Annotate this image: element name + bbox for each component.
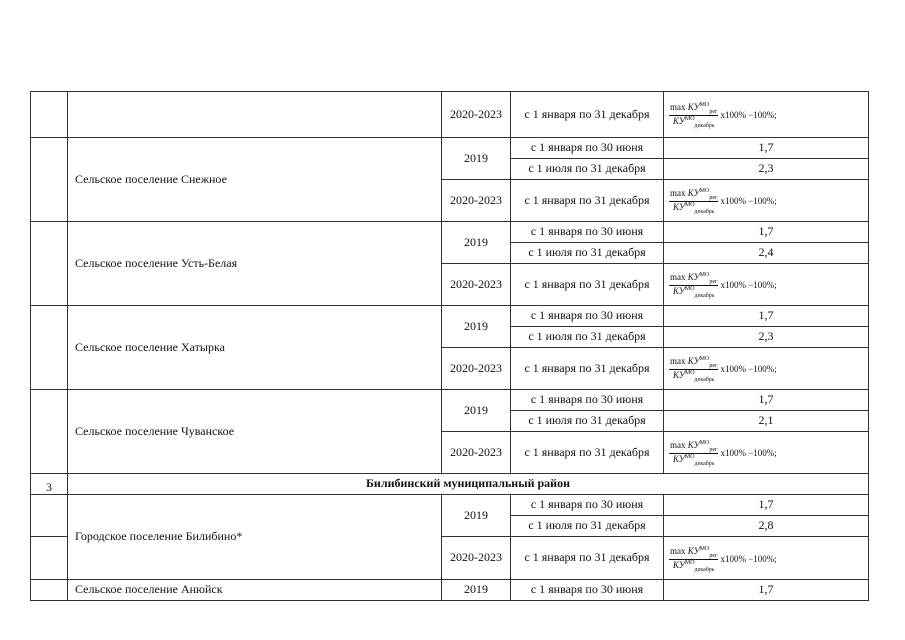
number-cell <box>31 495 68 537</box>
period-cell: с 1 января по 31 декабря <box>511 180 664 222</box>
formula: $\frac{\max КУ^{МО}_{рег}}{КУ^{МО}_{декабрь}}$ x100% −100%; <box>670 440 777 467</box>
formula: $\frac{\max КУ^{МО}_{рег}}{КУ^{МО}_{декабрь}}$ x100% −100%; <box>670 356 777 383</box>
formula: $\frac{\max КУ^{МО}_{рег}}{КУ^{МО}_{декабрь}}$ x100% −100%; <box>670 102 777 129</box>
formula-cell <box>664 264 869 306</box>
period-cell: с 1 января по 31 декабря <box>511 537 664 580</box>
period-cell: с 1 июля по 31 декабря <box>511 243 664 264</box>
period-cell: с 1 января по 31 декабря <box>511 348 664 390</box>
period-cell: с 1 января по 30 июня <box>511 495 664 516</box>
period-cell: с 1 июля по 31 декабря <box>511 159 664 180</box>
value-cell: 2,4 <box>664 243 869 264</box>
settlement-cell <box>68 92 442 138</box>
number-cell <box>31 138 68 222</box>
year-cell: 2019 <box>442 222 511 264</box>
district-number: 3 <box>31 474 68 495</box>
period-cell: с 1 января по 30 июня <box>511 222 664 243</box>
value-cell: 1,7 <box>664 495 869 516</box>
period-cell: с 1 июля по 31 декабря <box>511 516 664 537</box>
formula: $\frac{\max КУ^{МО}_{рег}}{КУ^{МО}_{декабрь}}$ x100% −100%; <box>670 272 777 299</box>
period-cell: с 1 января по 30 июня <box>511 580 664 601</box>
settlement-name: Сельское поселение Хатырка <box>68 306 442 390</box>
number-cell <box>31 580 68 601</box>
period-cell: с 1 июля по 31 декабря <box>511 411 664 432</box>
year-cell: 2019 <box>442 390 511 432</box>
year-cell: 2019 <box>442 138 511 180</box>
year-cell: 2019 <box>442 580 511 601</box>
year-cell: 2020-2023 <box>442 348 511 390</box>
settlement-name: Сельское поселение Усть-Белая <box>68 222 442 306</box>
number-cell <box>31 222 68 306</box>
value-cell: 2,1 <box>664 411 869 432</box>
settlement-name: Сельское поселение Анюйск <box>68 580 442 601</box>
period-cell: с 1 января по 31 декабря <box>511 264 664 306</box>
tariff-table <box>30 91 869 601</box>
period-cell: с 1 января по 31 декабря <box>511 432 664 474</box>
value-cell: 2,3 <box>664 327 869 348</box>
period-cell: с 1 января по 30 июня <box>511 306 664 327</box>
value-cell: 1,7 <box>664 306 869 327</box>
formula-cell <box>664 537 869 580</box>
year-cell: 2020-2023 <box>442 264 511 306</box>
formula: $\frac{\max КУ^{МО}_{рег}}{КУ^{МО}_{декабрь}}$ x100% −100%; <box>670 545 777 573</box>
value-cell: 1,7 <box>664 138 869 159</box>
period-cell: с 1 июля по 31 декабря <box>511 327 664 348</box>
value-cell: 2,3 <box>664 159 869 180</box>
number-cell <box>31 306 68 390</box>
formula-cell <box>664 432 869 474</box>
year-cell: 2019 <box>442 495 511 537</box>
number-cell <box>31 537 68 580</box>
district-title: Билибинский муниципальный район <box>68 474 869 495</box>
year-cell: 2019 <box>442 306 511 348</box>
year-cell: 2020-2023 <box>442 432 511 474</box>
period-cell: с 1 января по 30 июня <box>511 390 664 411</box>
settlement-name: Сельское поселение Чуванское <box>68 390 442 474</box>
number-cell <box>31 390 68 474</box>
period-cell: с 1 января по 31 декабря <box>511 92 664 138</box>
period-cell: с 1 января по 30 июня <box>511 138 664 159</box>
formula-cell <box>664 180 869 222</box>
formula-cell <box>664 92 869 138</box>
settlement-name: Сельское поселение Снежное <box>68 138 442 222</box>
number-cell <box>31 92 68 138</box>
year-cell: 2020-2023 <box>442 92 511 138</box>
formula: $\frac{\max КУ^{МО}_{рег}}{КУ^{МО}_{декабрь}}$ x100% −100%; <box>670 188 777 215</box>
year-cell: 2020-2023 <box>442 180 511 222</box>
value-cell: 1,7 <box>664 390 869 411</box>
settlement-name: Городское поселение Билибино* <box>68 495 442 580</box>
value-cell: 2,8 <box>664 516 869 537</box>
value-cell: 1,7 <box>664 580 869 601</box>
formula-cell <box>664 348 869 390</box>
year-cell: 2020-2023 <box>442 537 511 580</box>
value-cell: 1,7 <box>664 222 869 243</box>
